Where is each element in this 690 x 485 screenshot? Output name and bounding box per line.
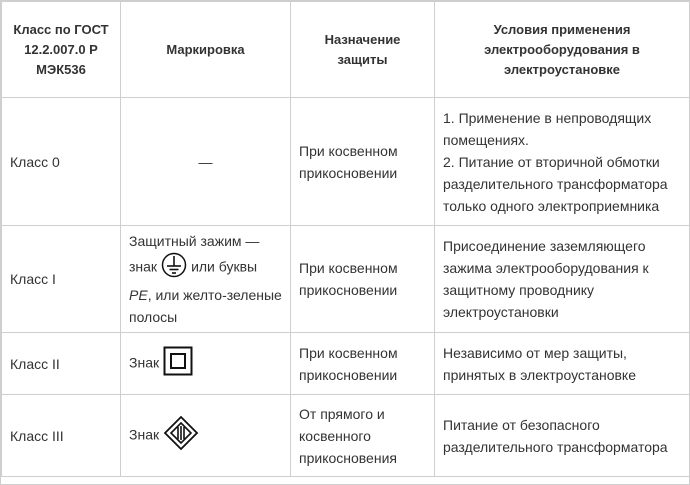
cell-class: Класс II [2,333,121,395]
table-row [2,333,690,395]
marking-text: Защитный зажим — [129,233,260,249]
marking-text: Знак [129,354,160,371]
protective-earth-icon [161,252,187,284]
condition-item: 2. Питание от вторичной обмотки разделительного трансформатора только одного электроприемника [443,153,668,214]
cell-purpose: При косвенном прикосновении [291,226,435,333]
cell-purpose: При косвенном прикосновении [291,333,435,395]
cell-marking [121,333,291,395]
cell-marking [121,226,291,333]
cell-class: Класс 0 [2,98,121,226]
double-insulation-icon [163,346,193,382]
table-header-row [2,2,690,98]
table-row [2,395,690,477]
header-conditions: Условия применения электрооборудования в электроустановке [435,2,690,98]
marking-text: , или желто-зеленые полосы [129,287,282,325]
cell-class: Класс III [2,395,121,477]
table-row [2,98,690,226]
cell-conditions [435,98,690,226]
class-iii-icon [163,415,199,457]
protection-class-table [1,1,690,477]
cell-marking: — [121,98,291,226]
cell-purpose: При косвенном прикосновении [291,98,435,226]
condition-item: 1. Применение в непроводящих помещениях. [443,109,652,148]
header-purpose: Назначение защиты [291,2,435,98]
cell-conditions: Присоединение заземляющего зажима электрооборудования к защитному проводнику электроустановки [435,226,690,333]
cell-purpose: От прямого и косвенного прикосновения [291,395,435,477]
cell-conditions: Питание от безопасного разделительного трансформатора [435,395,690,477]
header-marking: Маркировка [121,2,291,98]
cell-conditions: Независимо от мер защиты, принятых в электроустановке [435,333,690,395]
table-row [2,226,690,333]
marking-pe: PE [129,287,148,303]
header-class: Класс по ГОСТ 12.2.007.0 Р МЭК536 [2,2,121,98]
marking-text: знак [129,258,158,275]
marking-text: или буквы [191,258,258,275]
cell-marking [121,395,291,477]
cell-class: Класс I [2,226,121,333]
marking-text: Знак [129,426,160,443]
